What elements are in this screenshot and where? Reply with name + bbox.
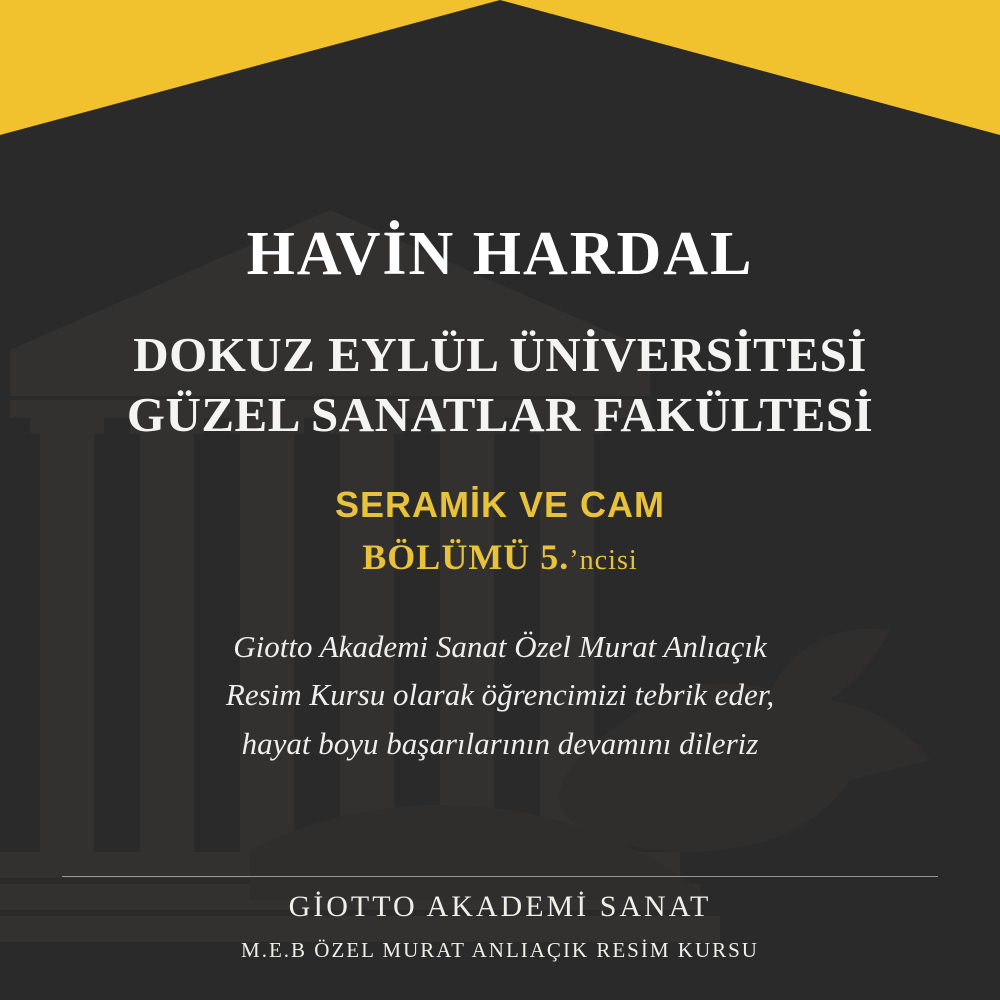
university-line-2: GÜZEL SANATLAR FAKÜLTESİ [126,386,874,442]
message-line-1: Giotto Akademi Sanat Özel Murat Anlıaçık [233,629,767,664]
student-name: HAVİN HARDAL [246,220,754,288]
message-line-3: hayat boyu başarılarının devamını dileriz [241,725,759,761]
message-line-2: Resim Kursu olarak öğrencimizi tebrik eder, [225,677,775,713]
department-rank-suffix: ’ncisi [569,544,638,576]
university-name [127,325,873,445]
department-info [335,479,665,583]
congratulations-message [226,623,774,768]
university-line-1: DOKUZ EYLÜL ÜNİVERSİTESİ [133,327,867,383]
footer-brand-name: GİOTTO AKADEMİ SANAT [288,890,712,923]
footer-subtitle: M.E.B ÖZEL MURAT ANLIAÇIK RESİM KURSU [241,938,759,962]
department-rank [335,531,665,583]
department-rank-prefix: BÖLÜMÜ 5. [362,536,570,577]
department-name: SERAMİK VE CAM [334,483,666,525]
